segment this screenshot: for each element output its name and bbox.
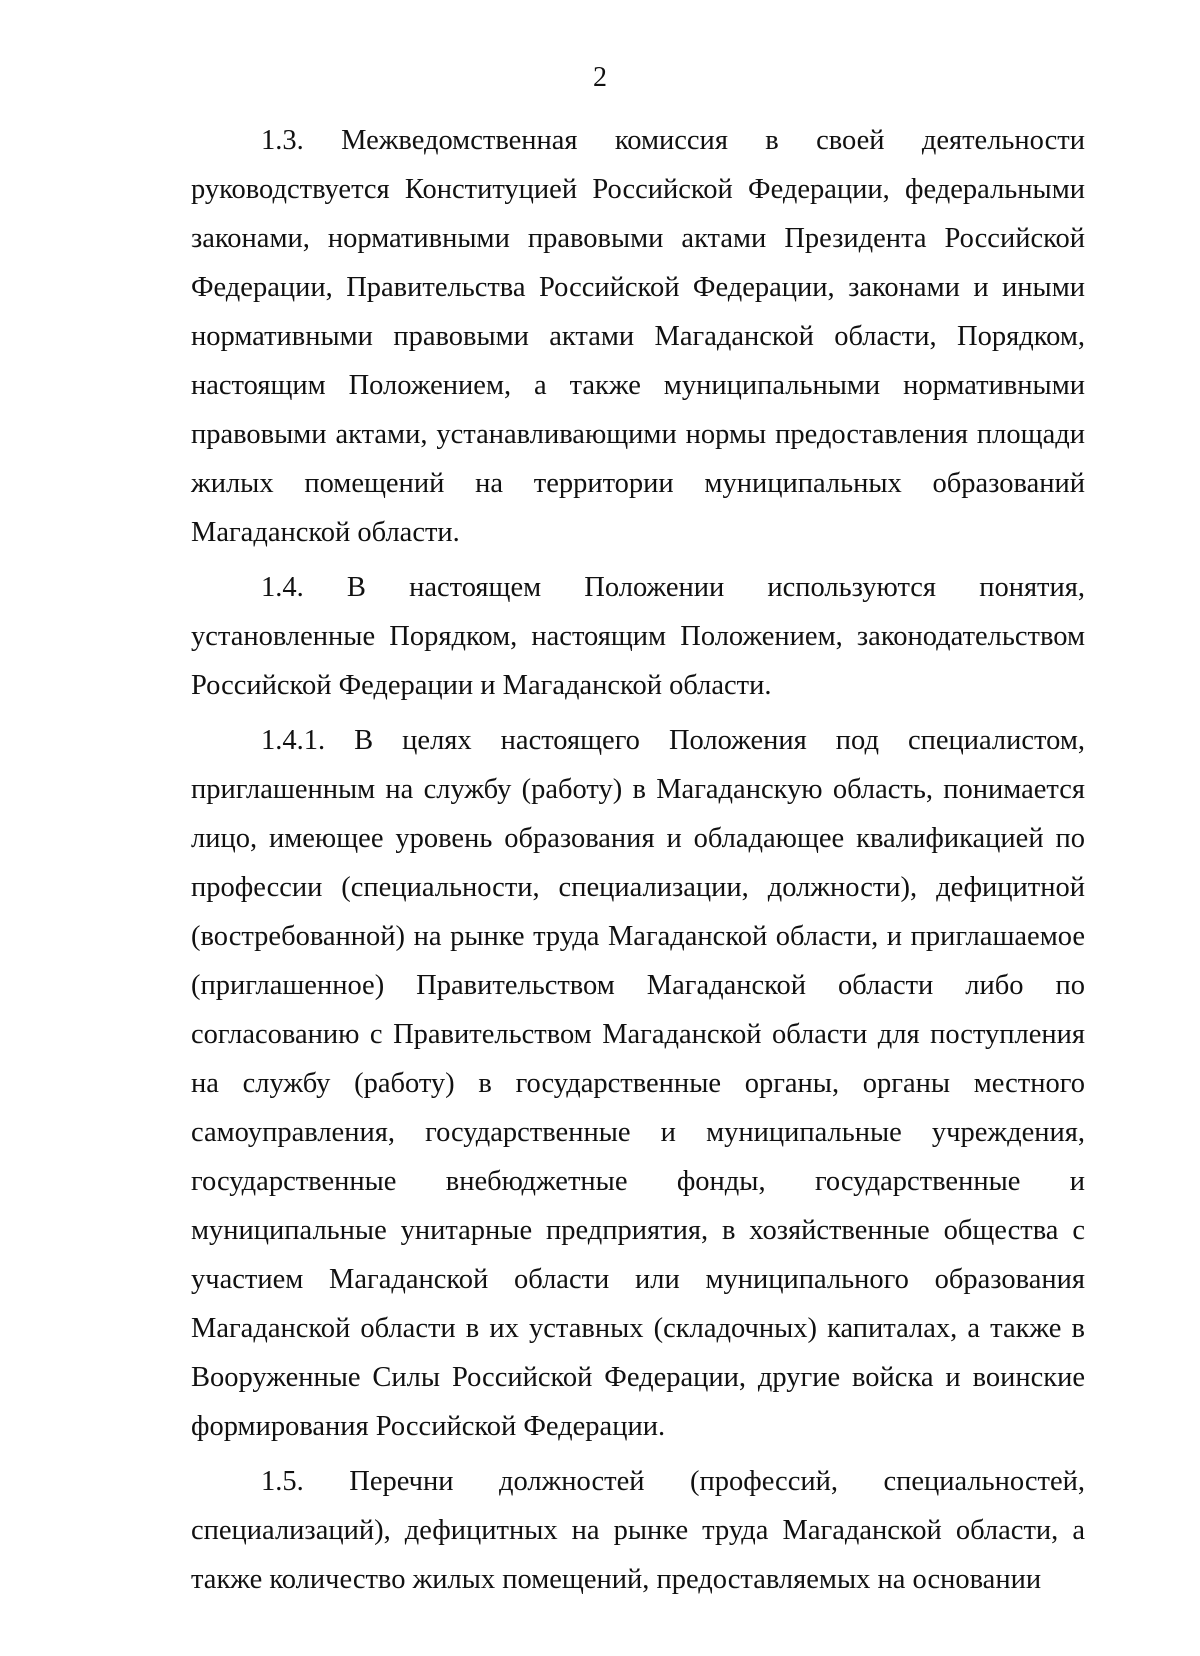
paragraph-1-4-1: 1.4.1. В целях настоящего Положения под специалистом, приглашенным на службу (работу) в Магаданскую область, понимается лицо, имеющее уровень образования и обладающее квалификацией по профессии (специальности, специализации, должности), дефицитной (востребованной) на рынке труда Магаданской области, и приглашаемое (приглашенное) Правительством Магаданской области либо по согласованию с Правительством Магаданской области для поступления на службу (работу) в государственные органы, органы местного самоуправления, государственные и муниципальные учреждения, государственные внебюджетные фонды, государственные и муниципальные унитарные предприятия, в хозяйственные общества с участием Магаданской области или муниципального образования Магаданской области в их уставных (складочных) капиталах, а также в Вооруженные Силы Российской Федерации, другие войска и воинские формирования Российской Федерации. xyxy=(191,725,1085,1442)
document-body xyxy=(191,116,1085,1610)
paragraph-1-4: 1.4. В настоящем Положении используются понятия, установленные Порядком, настоящим Положением, законодательством Российской Федерации и Магаданской области. xyxy=(191,572,1085,701)
paragraph-1-3: 1.3. Межведомственная комиссия в своей деятельности руководствуется Конституцией Российской Федерации, федеральными законами, нормативными правовыми актами Президента Российской Федерации, Правительства Российской Федерации, законами и иными нормативными правовыми актами Магаданской области, Порядком, настоящим Положением, а также муниципальными нормативными правовыми актами, устанавливающими нормы предоставления площади жилых помещений на территории муниципальных образований Магаданской области. xyxy=(191,125,1085,548)
page-number: 2 xyxy=(593,62,607,93)
paragraph-1-5: 1.5. Перечни должностей (профессий, специальностей, специализаций), дефицитных на рынке труда Магаданской области, а также количество жилых помещений, предоставляемых на основании xyxy=(191,1466,1085,1595)
